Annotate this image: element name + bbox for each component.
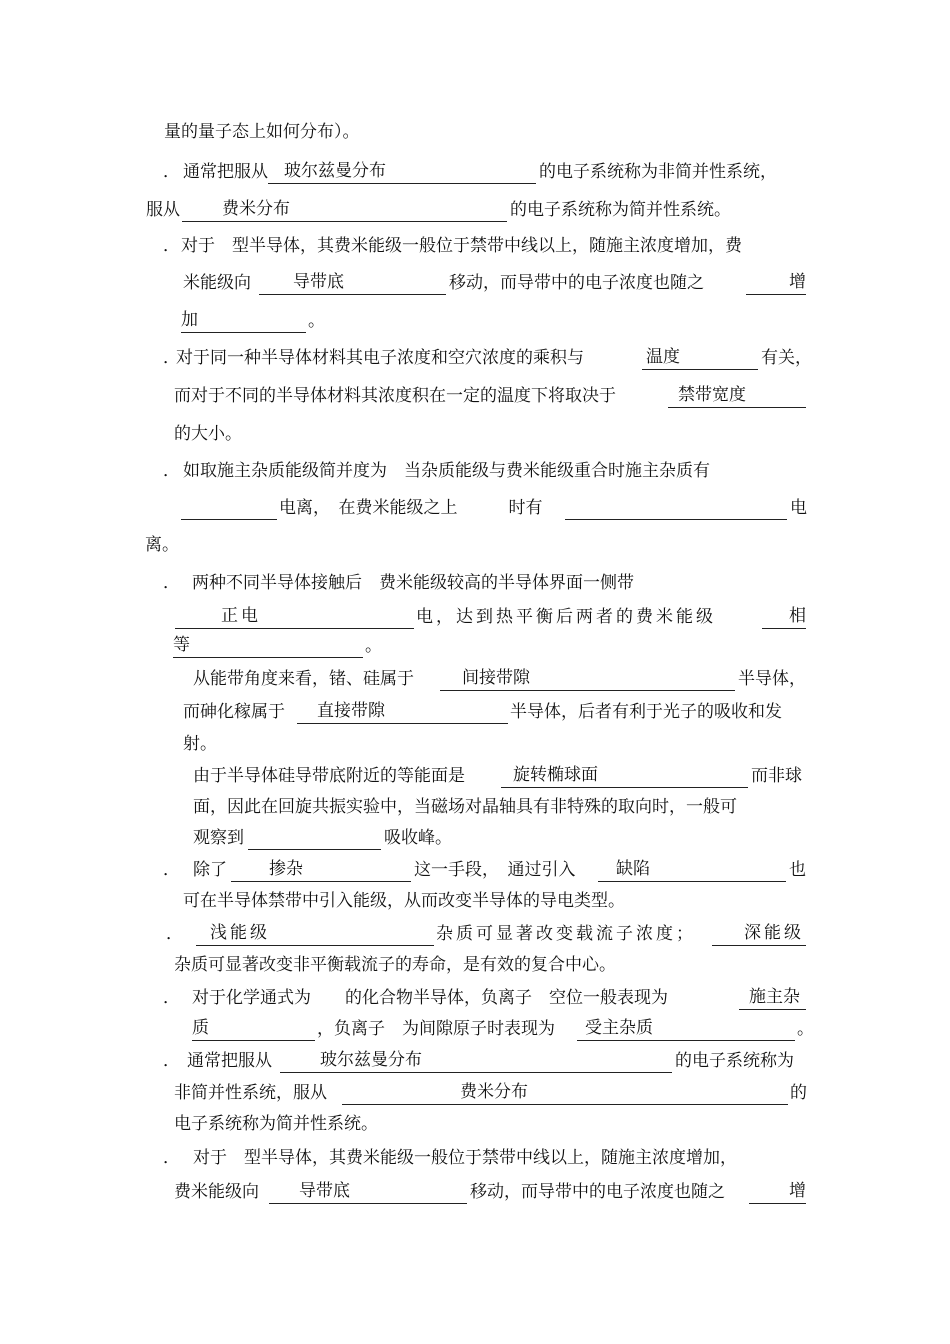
text-line: 面，因此在回旋共振实验中，当磁场对晶轴具有非特殊的取向时，一般可 [193,797,737,817]
text-line: 由于半导体硅导带底附近的等能面是 [193,766,465,786]
text-line: 两种不同半导体接触后 费米能级较高的半导体界面一侧带 [192,573,634,593]
text-line: 离。 [145,535,179,555]
answer-blank: 玻尔兹曼分布 [280,1049,672,1073]
text-line: 射。 [183,734,217,754]
text-line: 电 [790,498,807,518]
text-line: ，负离子 为间隙原子时表现为 [317,1019,555,1039]
text-line: 服从 [146,200,180,220]
item-number: ． [163,573,180,593]
text-line: 量的量子态上如何分布）。 [164,122,360,142]
item-number: ． [166,924,183,944]
item-number: ． [163,1148,180,1168]
text-line: 的电子系统称为非简并性系统， [539,162,777,182]
text-line: 非简并性系统，服从 [174,1083,327,1103]
item-number: ． [163,1051,180,1071]
text-line: 的电子系统称为 [675,1051,794,1071]
answer-blank: 相 [762,605,806,629]
text-line: 杂质可显著改变非平衡载流子的寿命，是有效的复合中心。 [174,955,616,975]
text-line: 对于同一种半导体材料其电子浓度和空穴浓度的乘积与 [176,348,584,368]
answer-blank: 旋转椭球面 [501,764,748,788]
text-line: 电，达到热平衡后两者的费米能级 [416,607,716,627]
answer-blank: 正电 [175,605,414,629]
answer-blank: 费米分布 [342,1081,788,1105]
text-line: 通常把服从 [187,1051,272,1071]
answer-blank: 直接带隙 [297,700,508,724]
text-line: 。 [365,636,382,656]
item-number: ． [163,988,180,1008]
answer-blank: 施主杂 [739,986,806,1010]
text-line: 对于 型半导体，其费米能级一般位于禁带中线以上，随施主浓度增加， [193,1148,737,1168]
text-line: 杂质可显著改变载流子浓度； [436,924,696,944]
text-line: 观察到 [193,828,244,848]
text-line: 对于 型半导体，其费米能级一般位于禁带中线以上，随施主浓度增加，费 [181,236,742,256]
text-line: 电离， 在费米能级之上 时有 [279,498,543,518]
text-line: 米能级向 [183,273,251,293]
text-line: 。 [308,311,325,331]
text-line: 可在半导体禁带中引入能级，从而改变半导体的导电类型。 [183,891,625,911]
answer-blank [565,496,787,520]
item-number: ． [163,860,180,880]
answer-blank: 缺陷 [598,858,786,882]
answer-blank: 玻尔兹曼分布 [268,160,536,184]
answer-blank: 导带底 [269,1180,467,1204]
answer-blank [181,496,277,520]
text-line: 有关， [761,348,812,368]
text-line: 移动，而导带中的电子浓度也随之 [449,273,704,293]
answer-blank: 费米分布 [182,198,507,222]
text-line: 的 [790,1083,807,1103]
text-line: 而对于不同的半导体材料其浓度积在一定的温度下将取决于 [174,386,616,406]
answer-blank: 温度 [642,346,758,370]
text-line: 也 [789,860,806,880]
answer-blank: 禁带宽度 [668,384,806,408]
answer-blank: 导带底 [259,271,446,295]
answer-blank: 增 [746,271,806,295]
text-line: 。 [797,1019,814,1039]
answer-blank: 质 [192,1017,315,1041]
text-line: 如取施主杂质能级简并度为 当杂质能级与费米能级重合时施主杂质有 [183,461,710,481]
text-line: 而非球 [751,766,802,786]
text-line: 的电子系统称为简并性系统。 [510,200,731,220]
text-line: 费米能级向 [174,1182,259,1202]
text-line: 吸收峰。 [384,828,452,848]
text-line: 对于化学通式为 的化合物半导体，负离子 空位一般表现为 [192,988,668,1008]
answer-blank: 浅能级 [196,922,434,946]
text-line: 半导体， [738,669,806,689]
text-line: 除了 [193,860,227,880]
answer-blank: 加 [181,309,306,333]
text-line: 而砷化稼属于 [183,702,285,722]
answer-blank: 间接带隙 [440,667,735,691]
answer-blank: 增 [749,1180,806,1204]
text-line: 电子系统称为简并性系统。 [174,1114,378,1134]
text-line: 移动，而导带中的电子浓度也随之 [470,1182,725,1202]
text-line: 从能带角度来看，锗、硅属于 [193,669,414,689]
text-line: 半导体，后者有利于光子的吸收和发 [510,702,782,722]
answer-blank: 掺杂 [231,858,411,882]
text-line: 的大小。 [174,424,242,444]
answer-blank: 等 [173,634,363,658]
item-number: ． [163,461,180,481]
text-line: 这一手段， 通过引入 [414,860,576,880]
item-number: ． [163,162,180,182]
answer-blank: 受主杂质 [577,1017,795,1041]
answer-blank: 深能级 [712,922,806,946]
item-number: ． [163,348,180,368]
item-number: ． [163,236,180,256]
answer-blank [248,826,381,850]
text-line: 通常把服从 [183,162,268,182]
